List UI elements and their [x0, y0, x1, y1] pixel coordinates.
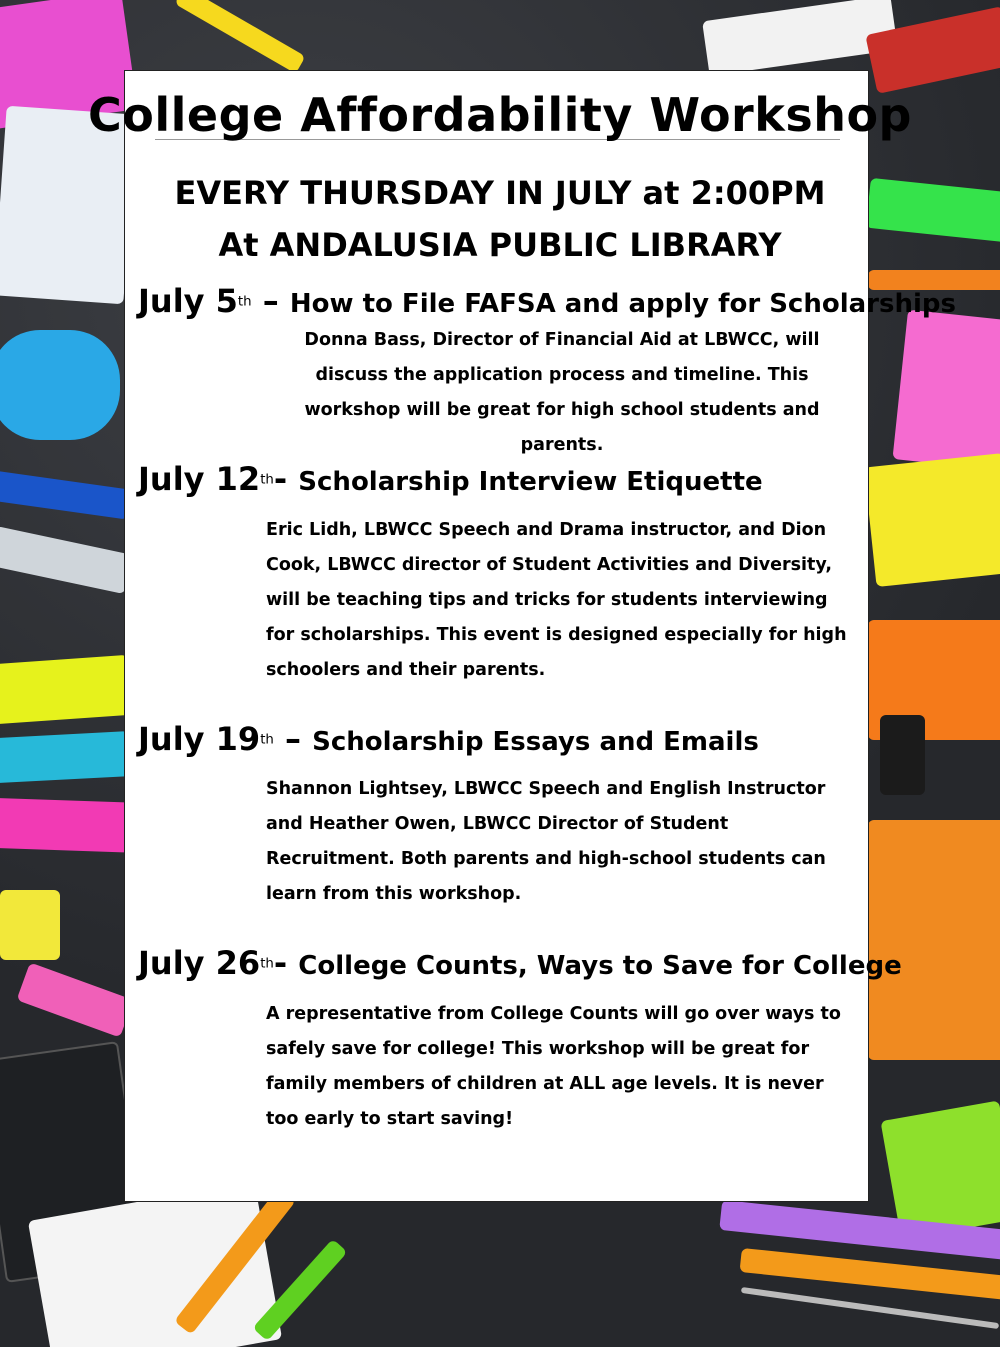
event-description: A representative from College Counts will go over ways to safely save for college! This workshop will be great for family members of children at ALL age levels. It is never too early to start saving!	[266, 1004, 841, 1129]
event-date: July 19	[138, 720, 261, 758]
binder-clip	[880, 715, 925, 795]
event-topic: Scholarship Essays and Emails	[312, 727, 759, 757]
event-topic: College Counts, Ways to Save for College	[298, 951, 902, 981]
event-separator: –	[251, 282, 290, 320]
orange-folder	[868, 820, 1000, 1060]
event-heading-july-12	[138, 460, 763, 498]
event-topic: Scholarship Interview Etiquette	[298, 467, 763, 497]
date-suffix: th	[260, 956, 274, 972]
date-suffix: th	[260, 732, 274, 748]
cyan-marker	[0, 731, 131, 784]
event-topic: How to File FAFSA and apply for Scholarships	[289, 289, 956, 319]
event-description: Donna Bass, Director of Financial Aid at LBWCC, will discuss the application process and timeline. This workshop will be great for high school students and parents.	[304, 330, 820, 455]
event-description: Eric Lidh, LBWCC Speech and Drama instructor, and Dion Cook, LBWCC director of Student Activities and Diversity, will be teaching tips and tricks for students interviewing for scholarships. This event is designed especially for high schoolers and their parents.	[266, 520, 847, 680]
yellow-sticky-note	[864, 453, 1000, 587]
event-date: July 12	[138, 460, 261, 498]
pink-sticky-note	[892, 310, 1000, 471]
event-date: July 5	[138, 282, 238, 320]
date-suffix: th	[260, 472, 274, 488]
event-heading-july-26	[138, 944, 902, 982]
pink-marker	[0, 797, 131, 852]
event-separator: -	[273, 944, 299, 982]
yellow-sharpener	[0, 890, 60, 960]
page-title: College Affordability Workshop	[88, 88, 912, 142]
event-heading-july-5	[138, 282, 956, 320]
date-suffix: th	[237, 294, 252, 310]
event-description: Shannon Lightsey, LBWCC Speech and English Instructor and Heather Owen, LBWCC Director of Student Recruitment. Both parents and high-school students can learn from this workshop.	[266, 779, 826, 904]
event-separator: –	[273, 720, 313, 758]
schedule-line: EVERY THURSDAY IN JULY at 2:00PM	[174, 174, 826, 212]
yellow-highlighter	[0, 655, 132, 725]
blue-tape-dispenser	[0, 330, 120, 440]
location-line: At ANDALUSIA PUBLIC LIBRARY	[218, 226, 782, 264]
event-heading-july-19	[138, 720, 759, 758]
event-separator: -	[273, 460, 299, 498]
event-date: July 26	[138, 944, 261, 982]
